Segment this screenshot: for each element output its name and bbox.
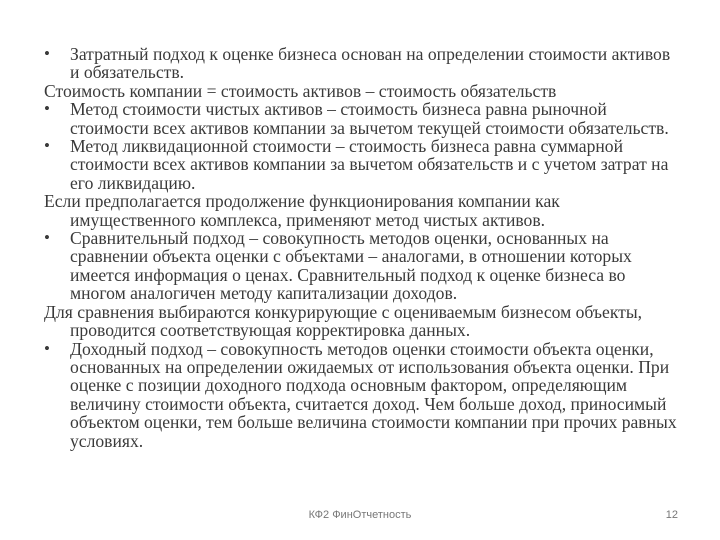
bullet-marker: • bbox=[44, 338, 50, 358]
plain-paragraph bbox=[44, 303, 680, 340]
paragraph-text: Доходный подход – совокупность методов оценки стоимости объекта оценки, основанных на определении ожидаемых от использования объекта оценки. При оценке с позиции доходного подхода основным фактором, определяющим величину стоимости объекта, считается доход. Чем больше доход, приносимый объектом оценки, тем больше величина стоимости компании при прочих равных условиях. bbox=[70, 338, 677, 451]
paragraph-text: Стоимость компании = стоимость активов – стоимость обязательств bbox=[44, 80, 557, 101]
bullet-marker: • bbox=[44, 228, 50, 248]
bullet-marker: • bbox=[44, 136, 50, 156]
bullet-paragraph bbox=[44, 340, 680, 450]
bullet-paragraph bbox=[44, 137, 680, 192]
plain-paragraph bbox=[44, 82, 680, 100]
paragraph-text: Если предполагается продолжение функционирования компании как имущественного комплекса, применяют метод чистых активов. bbox=[44, 191, 560, 230]
slide-body bbox=[44, 45, 680, 450]
bullet-marker: • bbox=[44, 99, 50, 119]
paragraph-text: Сравнительный подход – совокупность методов оценки, основанных на сравнении объекта оценки с объектами – аналогами, в отношении которых имеется информация о ценах. Сравнительный подход к оценке бизнеса во многом аналогичен методу капитализации доходов. bbox=[70, 228, 632, 304]
bullet-paragraph bbox=[44, 100, 680, 137]
bullet-paragraph bbox=[44, 45, 680, 82]
page-number: 12 bbox=[665, 509, 678, 521]
paragraph-text: Метод стоимости чистых активов – стоимость бизнеса равна рыночной стоимости всех активов компании за вычетом текущей стоимости обязательств. bbox=[70, 99, 669, 138]
footer-label: КФ2 ФинОтчетность bbox=[308, 509, 412, 521]
paragraph-text: Для сравнения выбираются конкурирующие с оцениваемым бизнесом объекты, проводится соответствующая корректировка данных. bbox=[44, 301, 643, 341]
paragraph-text: Затратный подход к оценке бизнеса основан на определении стоимости активов и обязательств. bbox=[70, 44, 671, 83]
bullet-marker: • bbox=[44, 44, 50, 63]
paragraph-text: Метод ликвидационной стоимости – стоимость бизнеса равна суммарной стоимости всех активов компании за вычетом обязательств и с учетом затрат на его ликвидацию. bbox=[70, 136, 669, 193]
bullet-paragraph bbox=[44, 229, 680, 303]
plain-paragraph bbox=[44, 192, 680, 229]
